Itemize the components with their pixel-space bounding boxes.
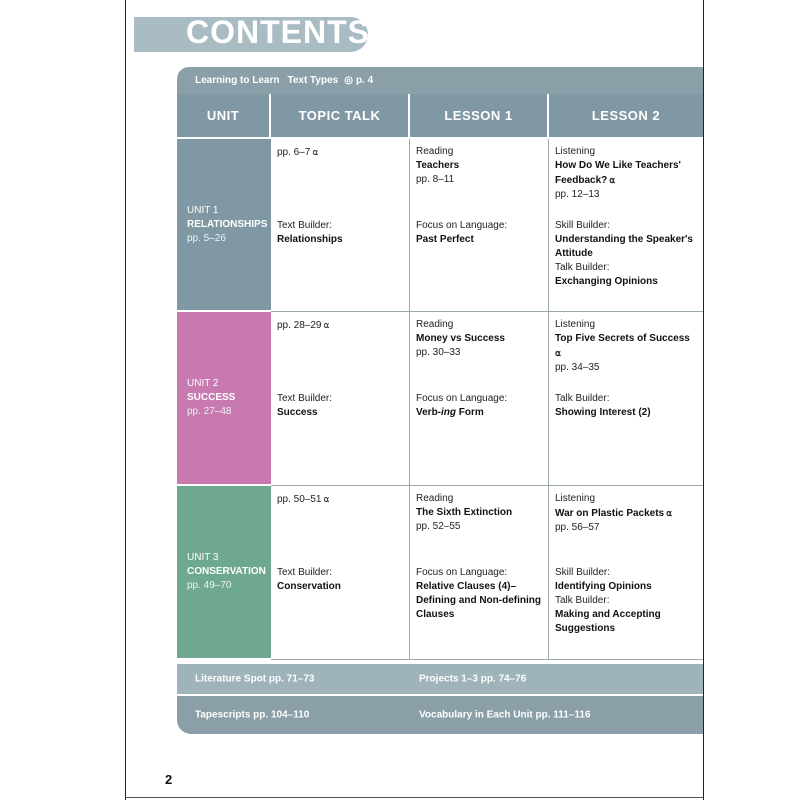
focus-value-part-b: ing [441, 407, 457, 418]
text-builder-label: Text Builder: [277, 567, 333, 578]
focus-label: Focus on Language: [416, 567, 508, 578]
reading-pages: pp. 8–11 [416, 174, 455, 185]
contents-table [177, 94, 703, 660]
header-topic-talk: TOPIC TALK [271, 94, 410, 139]
learning-to-learn-label: Learning to Learn [195, 75, 280, 86]
headphones-icon: ⍺ [609, 175, 616, 185]
page-title: CONTENTS [186, 14, 370, 50]
unit-name: SUCCESS [187, 392, 236, 403]
focus-value: Relative Clauses (4)–Defining and Non-defining Clauses [416, 581, 541, 620]
listening-title: How Do We Like Teachers' Feedback? [555, 160, 681, 186]
reading-title: Teachers [416, 160, 460, 171]
skill-builder-label: Skill Builder: [555, 220, 611, 231]
reading-label: Reading [416, 493, 454, 504]
page-number: 2 [165, 772, 173, 787]
unit-number: UNIT 2 [187, 378, 219, 389]
footer-row-2 [177, 696, 703, 734]
talk-builder-value: Exchanging Opinions [555, 276, 658, 287]
unit-2-topic-talk [271, 312, 410, 486]
headphones-icon: ⍺ [323, 320, 330, 330]
headphones-icon: ⍺ [323, 494, 330, 504]
unit-2-cell [177, 312, 271, 486]
skill-builder-label: Skill Builder: [555, 567, 611, 578]
listening-label: Listening [555, 146, 596, 157]
focus-label: Focus on Language: [416, 220, 508, 231]
headphones-icon: ⍺ [312, 147, 319, 157]
focus-value [416, 406, 544, 420]
talk-builder-value: Showing Interest (2) [555, 407, 651, 418]
unit-3-cell [177, 486, 271, 660]
listening-title: Top Five Secrets of Success [555, 333, 690, 344]
unit-number: UNIT 1 [187, 204, 219, 216]
unit-2-lesson-1 [410, 312, 549, 486]
text-builder-label: Text Builder: [277, 393, 333, 404]
unit-1-cell [177, 139, 271, 312]
unit-name: RELATIONSHIPS [187, 218, 268, 230]
focus-value: Past Perfect [416, 234, 474, 245]
reading-label: Reading [416, 146, 454, 157]
talk-builder-label: Talk Builder: [555, 393, 610, 404]
unit-name: CONSERVATION [187, 566, 266, 577]
unit-2-lesson-2 [549, 312, 703, 486]
text-builder-label: Text Builder: [277, 220, 333, 231]
listening-pages: pp. 56–57 [555, 522, 600, 533]
focus-label: Focus on Language: [416, 393, 508, 404]
talk-builder-value: Making and Accepting Suggestions [555, 609, 661, 634]
literature-spot: Literature Spot pp. 71–73 [195, 673, 315, 685]
headphones-icon: ⍺ [555, 348, 561, 358]
unit-1-lesson-1 [410, 139, 549, 312]
unit-3-lesson-2 [549, 486, 703, 660]
headphones-icon: ⍺ [666, 508, 673, 518]
text-builder-value: Relationships [277, 234, 343, 245]
reading-pages: pp. 52–55 [416, 521, 461, 532]
reading-title: The Sixth Extinction [416, 507, 513, 518]
tapescripts: Tapescripts pp. 104–110 [195, 709, 310, 721]
unit-1-topic-talk [271, 139, 410, 312]
footer-row-1 [177, 664, 703, 694]
skill-builder-value: Identifying Opinions [555, 581, 652, 592]
focus-value-part-a: Verb- [416, 407, 442, 418]
unit-number: UNIT 3 [187, 552, 219, 563]
talk-builder-label: Talk Builder: [555, 595, 610, 606]
listening-pages: pp. 12–13 [555, 189, 600, 200]
unit-pages: pp. 49–70 [187, 580, 232, 591]
page-edge-bottom [125, 797, 703, 798]
topic-talk-pages: pp. 50–51 [277, 494, 322, 505]
unit-pages: pp. 27–48 [187, 406, 232, 417]
page-edge-left [125, 0, 126, 800]
learning-to-learn-strip [177, 67, 703, 94]
vocabulary-in-each-unit: Vocabulary in Each Unit pp. 111–116 [419, 709, 591, 721]
topic-talk-pages: pp. 6–7 [277, 147, 311, 158]
projects: Projects 1–3 pp. 74–76 [419, 673, 527, 685]
listening-label: Listening [555, 319, 596, 330]
text-types-label: Text Types [287, 75, 339, 86]
reading-label: Reading [416, 319, 454, 330]
topic-talk-pages: pp. 28–29 [277, 320, 322, 331]
unit-1-lesson-2 [549, 139, 703, 312]
focus-value-part-c: Form [456, 407, 484, 418]
header-lesson-2: LESSON 2 [549, 94, 703, 139]
text-builder-value: Success [277, 407, 318, 418]
text-types-page: p. 4 [355, 75, 374, 86]
listening-title: War on Plastic Packets [555, 508, 665, 519]
page-edge-right [703, 0, 704, 800]
talk-builder-label: Talk Builder: [555, 262, 610, 273]
eye-icon: ◎ [344, 75, 353, 86]
unit-3-topic-talk [271, 486, 410, 660]
listening-label: Listening [555, 493, 596, 504]
reading-title: Money vs Success [416, 333, 505, 344]
text-builder-value: Conservation [277, 581, 341, 592]
unit-3-lesson-1 [410, 486, 549, 660]
header-unit: UNIT [177, 94, 271, 139]
unit-pages: pp. 5–26 [187, 232, 226, 244]
skill-builder-value: Understanding the Speaker's Attitude [555, 234, 693, 259]
reading-pages: pp. 30–33 [416, 347, 461, 358]
header-lesson-1: LESSON 1 [410, 94, 549, 139]
listening-pages: pp. 34–35 [555, 362, 600, 373]
